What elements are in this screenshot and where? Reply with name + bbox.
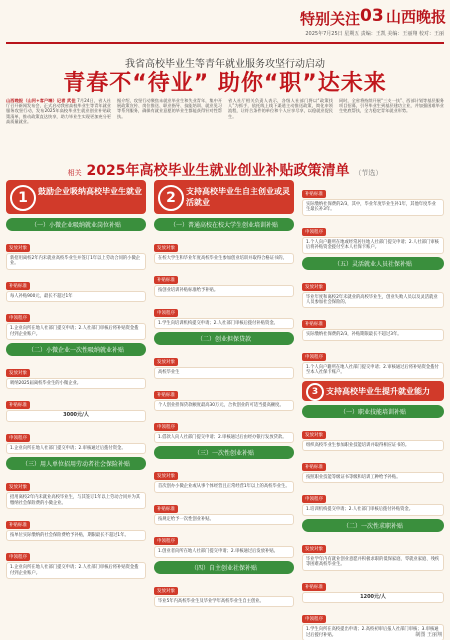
label-standard: 补贴标准 [6,282,30,290]
category-number: 2 [158,185,184,211]
policy-text: 高校毕业生 [154,367,294,378]
category-title: 支持高校毕业生自主创业或灵活就业 [186,187,290,207]
policy-amount: 3000元/人 [6,410,146,421]
policy-text: 1.借款人向人社部门提交申请；2.审核通过后由经办银行发放贷款。 [154,432,294,443]
policy-subtitle: （二）小微企业一次性吸纳就业补贴 [6,343,146,356]
policy-text: 招用离校2年内未就业高校毕业生，与其签订1年以上劳动合同并为其缴纳社会保险费的小微企业。 [6,492,146,509]
policy-subtitle: （二）创业担保贷款 [154,332,294,345]
policy-text: 毕业学年内有就业创业意愿并积极求职的低保家庭、零就业家庭、残疾等困难高校毕业生。 [302,554,444,571]
graphic-credit: 制图 王丽翔 [415,632,442,638]
policy-text: 实际缴纳社保费的2/3，其中，毕业年度毕业生补1年，其他年度毕业生最长补3年。 [302,199,444,216]
policy-text: 1.学生向所在高校提出申请；2.高校初审后报人社部门审核；3.审核通过后拨付补贴。 [302,624,444,640]
policy-text: 毕业年度和离校2年未就业的高校毕业生，创业失败人员以及灵活就业人员参加社会保险的。 [302,292,444,309]
category-banner [302,381,444,401]
policy-text: 每人补贴900元，最长不超过1年 [6,291,146,302]
policy-column-3: 补贴标准 实际缴纳社保费的2/3，其中，毕业年度毕业生补1年，其他年度毕业生最长补3年。 申领程序 1.个人向户籍所在地或经常居住地人社部门提交申请；2.人社部门审核后将补贴资金拨付至本人社保卡账户。 （五）灵活就业人员社保补贴 发放对象 毕业年度和离校2年未就业的高校毕业生，创业失败人员以及灵活就业人员参加社会保险的。 补贴标准 实际缴纳社保费的2/3，补贴期限最长不超过3年。 申领程序 1.个人向户籍所在地人社部门提交申请；2.审核通过后将补贴资金拨付至本人社保卡账户。 3 支持高校毕业生提升就业能力 （一）职业技能培训补贴 发放对象 组织高校毕业生参加职业技能培训并取得相应证书的。 补贴标准 按照职业技能等级证书等级和培训工种给予补贴。 申领程序 1.培训机构提交申请；2.人社部门审核后拨付补贴资金。 （二）一次性求职补贴 发放对象 毕业学年内有就业创业意愿并积极求职的低保家庭、零就业家庭、残疾等困难高校毕业生。 补贴标准 1200元/人 申领程序 1.学生向所在高校提出申请；2.高校初审后报人社部门审核；3.审核通过后拨付补贴。 [302,180,444,632]
story-body [6,98,444,158]
policy-subtitle: （一）普通高校在校大学生创业培训补贴 [154,218,294,231]
policy-text: 1.企业向所在地人社部门提交申请；2.审核通过后拨付资金。 [6,443,146,454]
policy-text: 1.企业向所在地人社部门提交申请；2.人社部门审核后将补贴资金拨付到企业账户。 [6,323,146,340]
section-name: 特别关注 [300,10,361,28]
policy-text: 首次创办小微企业或从事个体经营且正常经营1年以上的高校毕业生。 [154,481,294,492]
policy-text: 毕业5年内高校毕业生及毕业学年高校毕业生自主创业。 [154,596,294,607]
story-lead: 山西晚报（山河+客户端）记者 武佳 [6,98,76,103]
policy-subtitle: （五）灵活就业人员社保补贴 [302,257,444,270]
label-process: 申领程序 [6,314,30,322]
policy-text: 1.创业者向所在地人社部门提交申请；2.审核通过后发放补贴。 [154,546,294,557]
policy-text: 新招用离校2年内未就业高校毕业生并签订1年以上劳动合同的小微企业。 [6,253,146,270]
policy-text: 1.个人向户籍所在地人社部门提交申请；2.审核通过后将补贴资金拨付至本人社保卡账户。 [302,362,444,379]
policy-text: 按规定给予一次性创业补贴。 [154,514,294,525]
story-column: 省人社厅相关负责人表示，各级人社部门将以“政策找人”为抓手，依托线上线下渠道主动推送政策，简化申领流程，让符合条件的单位和个人应享尽享，以稳就业促民生。 [228,98,333,119]
policy-amount: 1200元/人 [302,592,444,603]
policy-column-1: 1 鼓励企业吸纳高校毕业生就业 （一）小微企业吸纳就业岗位补贴 发放对象 新招用离校2年内未就业高校毕业生并签订1年以上劳动合同的小微企业。 补贴标准 每人补贴900元，最长不超过1年 申领程序 1.企业向所在地人社部门提交申请；2.人社部门审核后将补贴资金拨付到企业账户。 （二）小微企业一次性吸纳就业补贴 发放对象 吸纳2025届离校毕业生的小微企业。 补贴标准 3000元/人 申领程序 1.企业向所在地人社部门提交申请；2.审核通过后拨付资金。 （三）用人单位招用劳动者社会保险补贴 发放对象 招用离校2年内未就业高校毕业生，与其签订1年以上劳动合同并为其缴纳社会保险费的小微企业。 补贴标准 按单位实际缴纳的社会保险费给予补贴，期限最长不超过1年。 申领程序 1.企业向所在地人社部门提交申请；2.人社部门审核后将补贴资金拨付到企业账户。 [6,180,146,632]
headline: 青春不“待业” 助你“职”达未来 [63,71,387,96]
policy-text: 在校大学生和毕业年度高校毕业生参加创业培训并取得合格证书的。 [154,253,294,264]
kicker: 我省高校毕业生等青年就业服务攻坚行动启动 [125,59,325,70]
page-number: 03 [360,6,384,26]
label-target: 发放对象 [6,244,30,252]
category-banner [154,180,294,214]
policy-text: 1.企业向所在地人社部门提交申请；2.人社部门审核后将补贴资金拨付到企业账户。 [6,562,146,579]
category-number: 1 [10,185,36,211]
policy-subtitle: （三）一次性创业补贴 [154,446,294,459]
policy-column-2: 2 支持高校毕业生自主创业或灵活就业 （一）普通高校在校大学生创业培训补贴 发放对象 在校大学生和毕业年度高校毕业生参加创业培训并取得合格证书的。 补贴标准 按创业培训补贴标准给予补贴。 申领程序 1.学生向培训机构提交申请；2.人社部门审核后拨付补贴资金。 （二）创业担保贷款 发放对象 高校毕业生 补贴标准 个人创业担保贷款额度最高30万元，合伙创业的可适当提高额度。 申领程序 1.借款人向人社部门提交申请；2.审核通过后由经办银行发放贷款。 （三）一次性创业补贴 发放对象 首次创办小微企业或从事个体经营且正常经营1年以上的高校毕业生。 补贴标准 按规定给予一次性创业补贴。 申领程序 1.创业者向所在地人社部门提交申请；2.审核通过后发放补贴。 （四）自主创业社保补贴 发放对象 毕业5年内高校毕业生及毕业学年高校毕业生自主创业。 [154,180,294,632]
policy-subtitle: （四）自主创业社保补贴 [154,561,294,574]
policy-text: 个人创业担保贷款额度最高30万元，合伙创业的可适当提高额度。 [154,400,294,411]
page-header [0,0,450,44]
policy-list-title: 相关 2025年高校毕业生就业创业补贴政策清单 （节选） [67,163,383,179]
story-column: 山西晚报（山河+客户端）记者 武佳 7月24日，省人社厅召开新闻发布会，正式启动我省高校毕业生等青年就业服务攻坚行动，发布2025年高校毕业生就业创业补贴政策清单，推动政策直达快享，助力毕业生实现更加充分更高质量就业。 [6,98,111,124]
policy-text: 按单位实际缴纳的社会保险费给予补贴，期限最长不超过1年。 [6,530,146,541]
policy-text: 按照职业技能等级证书等级和培训工种给予补贴。 [302,472,444,483]
policy-text: 1.个人向户籍所在地或经常居住地人社部门提交申请；2.人社部门审核后将补贴资金拨付至本人社保卡账户。 [302,237,444,254]
category-title: 鼓励企业吸纳高校毕业生就业 [38,187,142,196]
policy-subtitle: （一）职业技能培训补贴 [302,405,444,418]
policy-text: 按创业培训补贴标准给予补贴。 [154,285,294,296]
date-line: 2025年7月25日 星期五 责编：王凯 美编：王丽翔 校对：王丽 [305,31,444,37]
policy-subtitle: （一）小微企业吸纳就业岗位补贴 [6,218,146,231]
category-number: 3 [306,383,324,401]
policy-text: 1.培训机构提交申请；2.人社部门审核后拨付补贴资金。 [302,504,444,515]
header-rule [6,42,444,44]
policy-text: 实际缴纳社保费的2/3，补贴期限最长不超过3年。 [302,329,444,340]
policy-subtitle: （二）一次性求职补贴 [302,519,444,532]
story-column: 据介绍，攻坚行动聚焦未就业毕业生和失业青年，集中开展政策宣传、岗位推送、职业指导、技能培训、就业见习等系列服务，确保有就业意愿的毕业生都能获得针对性帮扶。 [117,98,222,119]
paper-logo: 山西晚报 [386,8,447,26]
policy-text: 组织高校毕业生参加职业技能培训并取得相应证书的。 [302,440,444,451]
category-banner [6,180,146,214]
policy-subtitle: （三）用人单位招用劳动者社会保险补贴 [6,457,146,470]
policy-text: 吸纳2025届离校毕业生的小微企业。 [6,378,146,389]
story-column: 同时，全省将持续开展“三支一扶”、西部计划等基层服务项目招募，引导毕业生到基层建功立业，并加强困难毕业生兜底帮扶，全力稳定青年就业形势。 [339,98,444,114]
policy-text: 1.学生向培训机构提交申请；2.人社部门审核后拨付补贴资金。 [154,318,294,329]
category-title: 支持高校毕业生提升就业能力 [326,386,430,396]
